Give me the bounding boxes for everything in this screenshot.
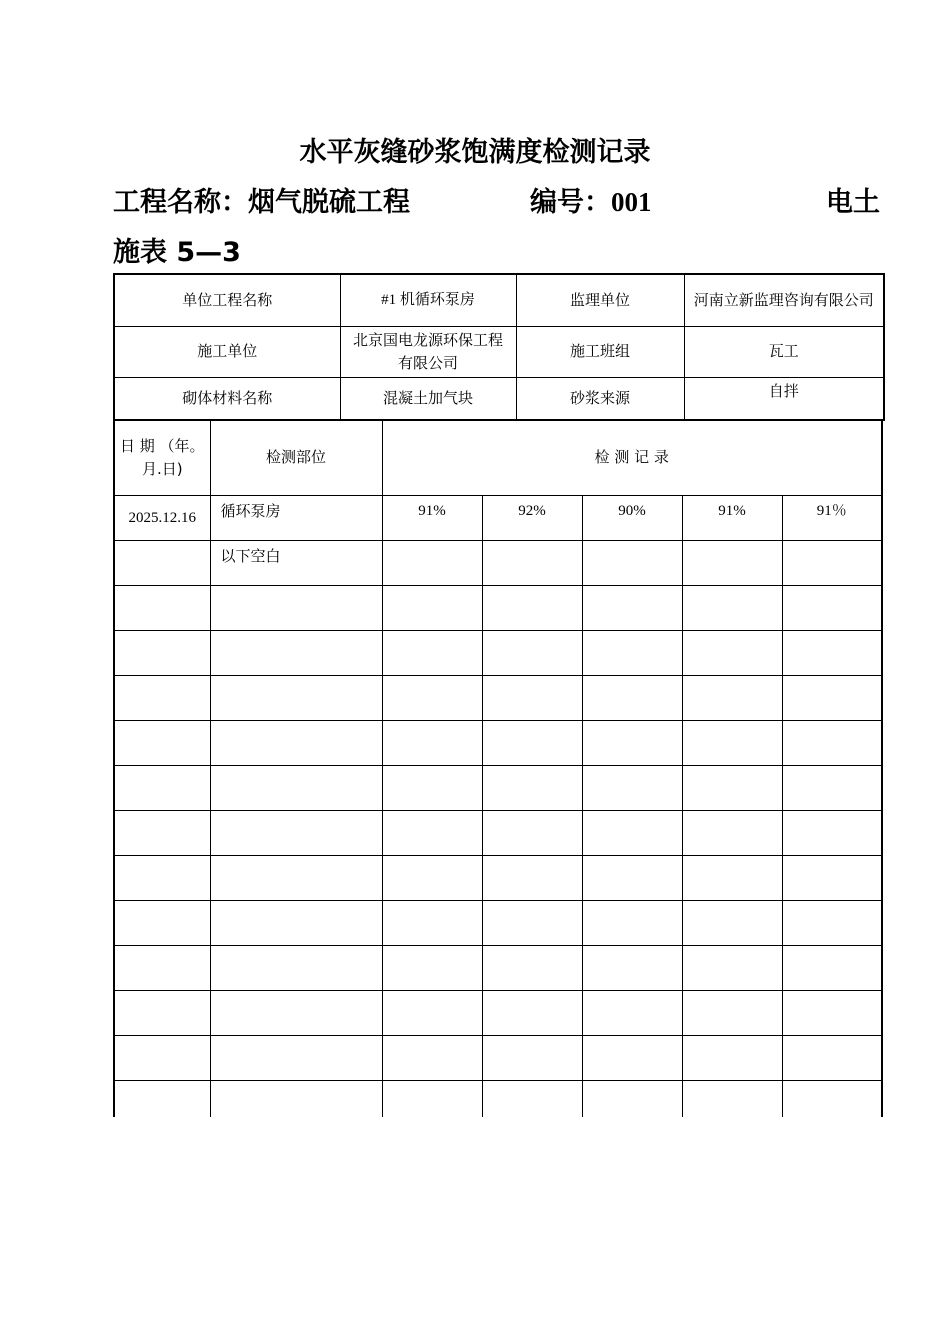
record-number-label: 编号： [530,187,611,218]
row-value-5 [782,541,882,586]
row-value-3 [582,1081,682,1117]
row-value-4 [682,856,782,901]
row-value-1 [382,1081,482,1117]
row-date [114,631,210,676]
table-row [114,676,882,721]
row-value-4: 91% [682,496,782,541]
row-value-5 [782,586,882,631]
row-value-4 [682,1081,782,1117]
form-code-line1: 电土 [826,187,880,218]
row-value-2 [482,1081,582,1117]
row-value-1 [382,1036,482,1081]
row-location [210,856,382,901]
row-value-1 [382,631,482,676]
record-header: 检 测 记 录 [382,420,882,496]
date-header: 日 期 （年。月.日) [114,420,210,496]
supervisor-label: 监理单位 [516,274,684,326]
row-value-5 [782,946,882,991]
row-value-1 [382,856,482,901]
form-code-line2: 施表 5—3 [113,237,241,268]
row-date [114,946,210,991]
row-value-4 [682,541,782,586]
row-value-5 [782,766,882,811]
row-date [114,766,210,811]
row-location [210,1081,382,1117]
row-value-1 [382,811,482,856]
row-date [114,1036,210,1081]
table-row [114,856,882,901]
table-row [114,1081,882,1117]
row-value-1 [382,946,482,991]
contractor-label: 施工单位 [114,326,340,377]
row-value-5 [782,721,882,766]
row-location: 以下空白 [210,541,382,586]
row-value-2 [482,631,582,676]
row-value-5 [782,1081,882,1117]
row-value-4 [682,631,782,676]
row-value-3 [582,631,682,676]
row-value-3 [582,856,682,901]
row-value-5 [782,991,882,1036]
row-value-2 [482,586,582,631]
table-row [114,496,882,541]
row-value-2 [482,946,582,991]
row-location [210,766,382,811]
row-value-4 [682,676,782,721]
unit-project-label: 单位工程名称 [114,274,340,326]
row-value-1 [382,991,482,1036]
row-value-2 [482,721,582,766]
row-value-2 [482,766,582,811]
row-date [114,901,210,946]
row-value-4 [682,901,782,946]
table-row [114,991,882,1036]
row-value-3 [582,991,682,1036]
row-value-4 [682,586,782,631]
table-row [114,901,882,946]
row-value-3 [582,766,682,811]
row-location [210,631,382,676]
row-value-1 [382,586,482,631]
table-row [114,811,882,856]
row-value-3: 90% [582,496,682,541]
row-value-1 [382,766,482,811]
row-value-3 [582,721,682,766]
location-header: 检测部位 [210,420,382,496]
table-row [114,326,884,377]
row-value-4 [682,946,782,991]
material-label: 砌体材料名称 [114,377,340,420]
row-value-5: 91％ [782,496,882,541]
row-value-1 [382,541,482,586]
row-value-1 [382,901,482,946]
row-value-2 [482,811,582,856]
row-value-5 [782,1036,882,1081]
row-location [210,946,382,991]
table-row [114,377,884,420]
record-number-value: 001 [611,187,652,217]
table-header-row [114,420,882,496]
row-value-5 [782,676,882,721]
table-row [114,274,884,326]
row-value-3 [582,541,682,586]
row-value-1 [382,676,482,721]
row-location [210,991,382,1036]
row-date [114,1081,210,1117]
table-row [114,766,882,811]
row-location: 循环泵房 [210,496,382,541]
row-date [114,811,210,856]
page-title: 水平灰缝砂浆饱满度检测记录 [299,137,651,168]
unit-project-value: #1 机循环泵房 [340,274,516,326]
row-value-4 [682,811,782,856]
project-info-table [113,273,885,421]
row-value-4 [682,766,782,811]
row-value-5 [782,901,882,946]
row-value-2 [482,991,582,1036]
row-value-2 [482,541,582,586]
row-value-5 [782,631,882,676]
supervisor-value: 河南立新监理咨询有限公司 [684,274,884,326]
table-row [114,631,882,676]
mortar-label: 砂浆来源 [516,377,684,420]
record-number [530,180,652,219]
row-value-3 [582,946,682,991]
row-value-4 [682,1036,782,1081]
row-date [114,721,210,766]
team-value: 瓦工 [684,326,884,377]
row-date [114,541,210,586]
row-value-3 [582,811,682,856]
table-row [114,1036,882,1081]
row-value-3 [582,676,682,721]
mortar-value: 自拌 [684,377,884,420]
row-value-3 [582,1036,682,1081]
row-value-2 [482,1036,582,1081]
row-value-1: 91% [382,496,482,541]
inspection-records-table [113,419,883,1117]
row-date [114,676,210,721]
material-value: 混凝土加气块 [340,377,516,420]
row-date [114,586,210,631]
row-value-2 [482,856,582,901]
row-date: 2025.12.16 [114,496,210,541]
table-row [114,946,882,991]
row-value-4 [682,991,782,1036]
row-location [210,901,382,946]
row-value-1 [382,721,482,766]
row-value-2 [482,901,582,946]
row-location [210,1036,382,1081]
table-row [114,721,882,766]
table-row [114,586,882,631]
row-location [210,676,382,721]
row-location [210,721,382,766]
row-value-5 [782,856,882,901]
project-name: 工程名称：烟气脱硫工程 [113,187,410,218]
row-date [114,856,210,901]
row-value-2: 92% [482,496,582,541]
row-value-2 [482,676,582,721]
table-row [114,541,882,586]
row-value-3 [582,586,682,631]
row-location [210,811,382,856]
row-value-4 [682,721,782,766]
row-date [114,991,210,1036]
contractor-value: 北京国电龙源环保工程有限公司 [340,326,516,377]
row-value-5 [782,811,882,856]
row-location [210,586,382,631]
team-label: 施工班组 [516,326,684,377]
row-value-3 [582,901,682,946]
